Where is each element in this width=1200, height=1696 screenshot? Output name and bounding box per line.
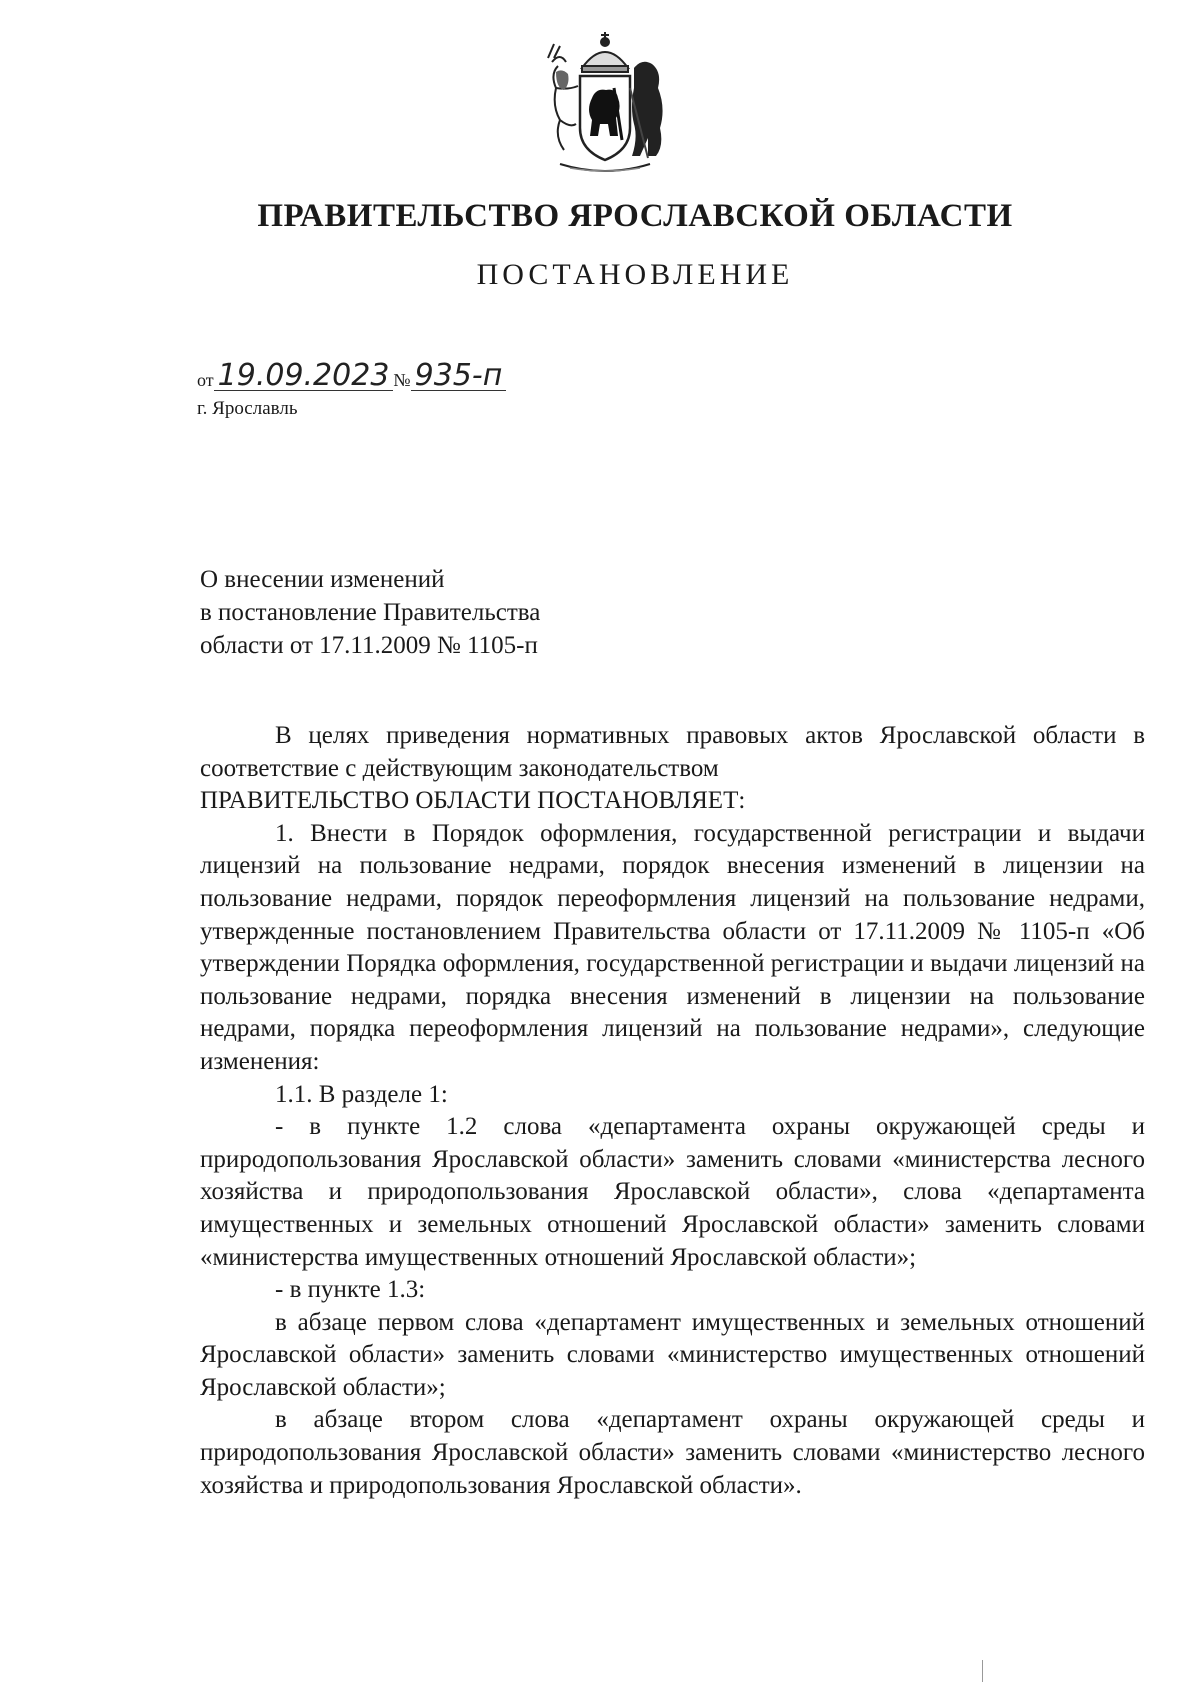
yaroslavl-coat-of-arms-icon: [530, 28, 680, 178]
item-1-1-paragraph: 1.1. В разделе 1:: [275, 1080, 448, 1108]
subject-line: в постановление Правительства: [200, 599, 541, 626]
handwritten-date: 19.09.2023: [214, 362, 394, 391]
preamble-paragraph: В целях приведения нормативных правовых актов Ярославской области в соответствие с действующим законодательством: [200, 722, 1145, 782]
government-title: ПРАВИТЕЛЬСТВО ЯРОСЛАВСКОЙ ОБЛАСТИ: [257, 198, 1013, 234]
handwritten-number: 935-п: [411, 362, 507, 391]
document-type: ПОСТАНОВЛЕНИЕ: [476, 258, 794, 291]
document-body: [200, 720, 1145, 1502]
subject-line: О внесении изменений: [200, 566, 445, 593]
scan-artifact: [982, 1660, 983, 1682]
city-line: г. Ярославль: [197, 398, 298, 419]
document-subject: [200, 563, 540, 662]
number-sign: №: [393, 370, 411, 390]
dateline: [197, 358, 506, 393]
point-1-3-paragraph: - в пункте 1.3:: [275, 1276, 426, 1304]
item-1-paragraph: 1. Внести в Порядок оформления, государственной регистрации и выдачи лицензий на пользование недрами, порядок внесения изменений в лицензии на пользование недрами, порядок переоформления лицензий на пользование недрами, утвержденные постановлением Правительства области от 17.11.2009 № 1105-п «Об утверждении Порядка оформления, государственной регистрации и выдачи лицензий на пользование недрами, порядка внесения изменений в лицензии на пользование недрами, порядка переоформления лицензий на пользование недрами», следующие изменения:: [200, 819, 1145, 1075]
paragraph-second: в абзаце втором слова «департамент охраны окружающей среды и природопользования Ярославской области» заменить словами «министерство лесного хозяйства и природопользования Ярославской области».: [200, 1406, 1145, 1499]
subject-line: области от 17.11.2009 № 1105-п: [200, 632, 538, 659]
point-1-2-paragraph: - в пункте 1.2 слова «департамента охраны окружающей среды и природопользования Ярославской области» заменить словами «министерства лесного хозяйства и природопользования Ярославской области», слова «департамента имущественных и земельных отношений Ярославской области» заменить словами «министерства имущественных отношений Ярославской области»;: [200, 1113, 1145, 1271]
decree-heading: ПРАВИТЕЛЬСТВО ОБЛАСТИ ПОСТАНОВЛЯЕТ:: [200, 787, 746, 815]
paragraph-first: в абзаце первом слова «департамент имущественных и земельных отношений Ярославской области» заменить словами «министерство имущественных отношений Ярославской области»;: [200, 1308, 1145, 1401]
date-prefix: от: [197, 370, 214, 390]
